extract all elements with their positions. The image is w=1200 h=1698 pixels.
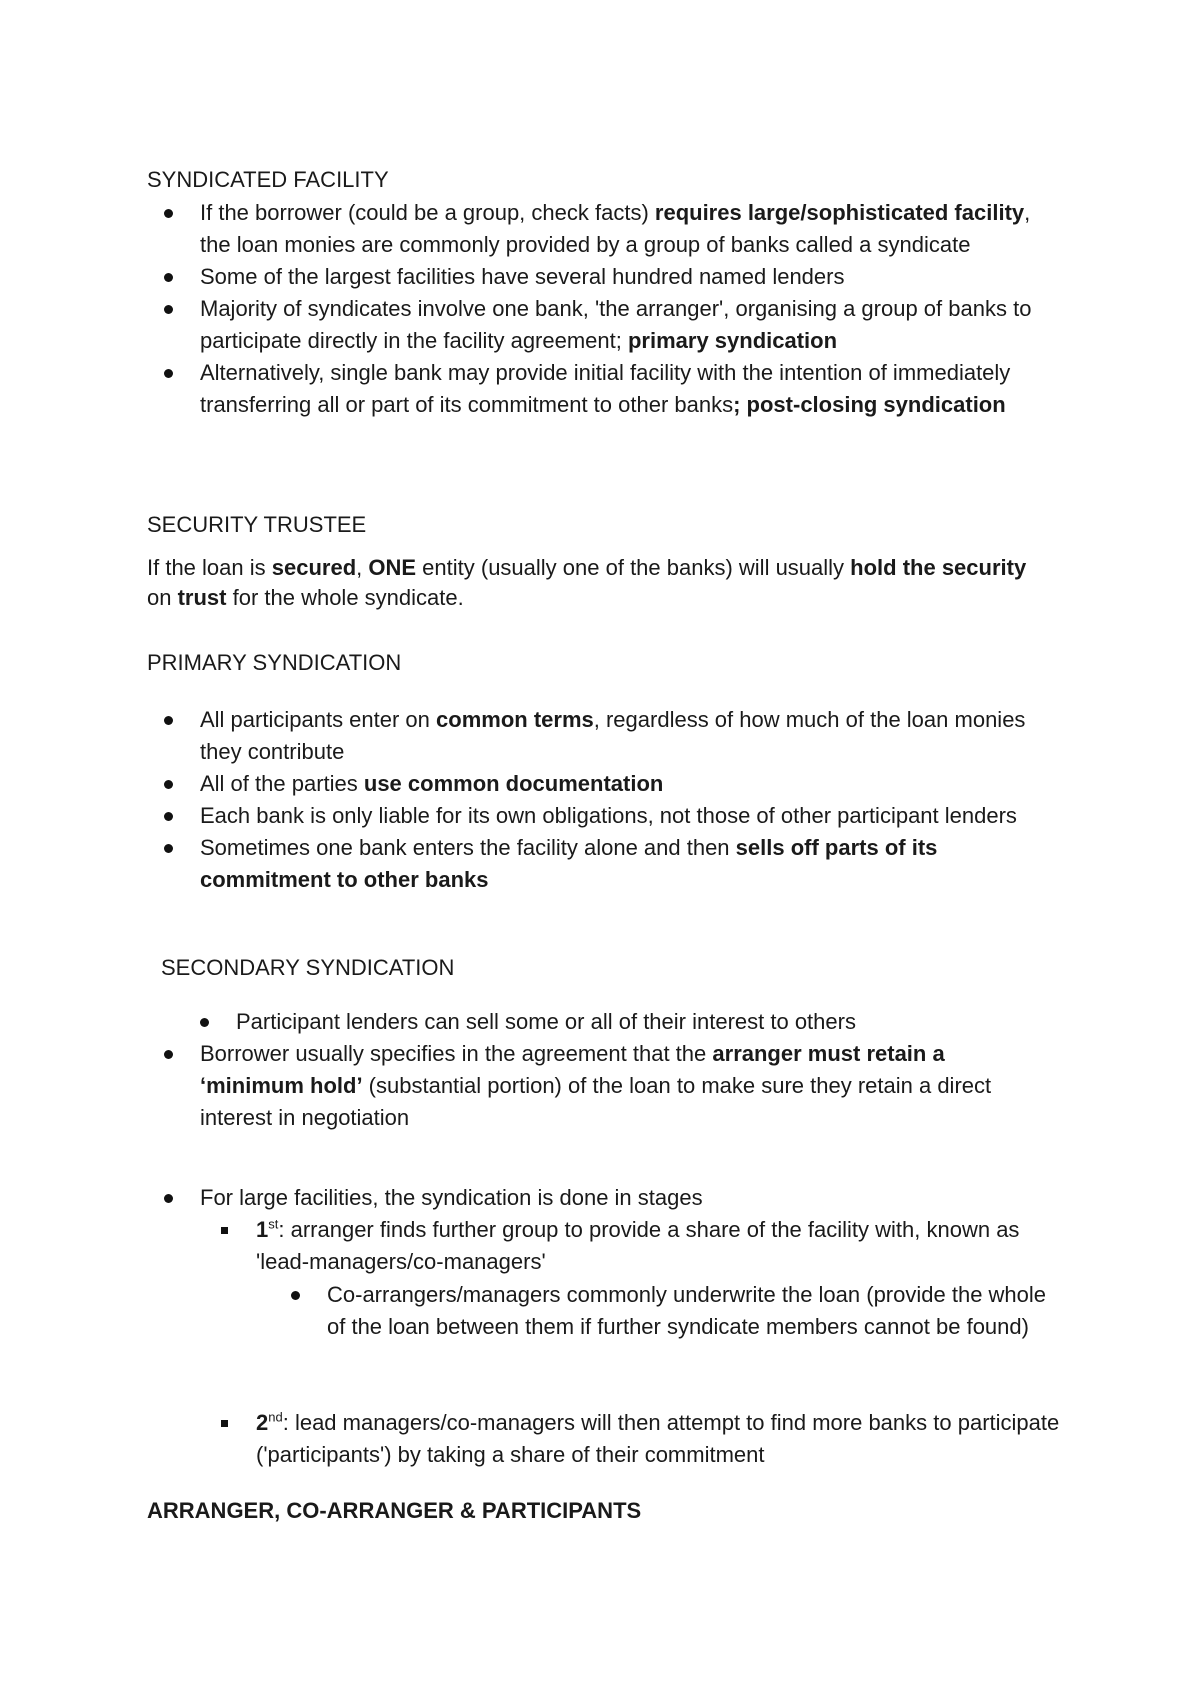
- stages-list: [150, 1182, 1050, 1214]
- heading-syndicated-facility: SYNDICATED FACILITY: [147, 167, 389, 192]
- list-item: For large facilities, the syndication is done in stages: [150, 1182, 1050, 1214]
- heading-security-trustee: SECURITY TRUSTEE: [147, 512, 367, 537]
- secondary-syndication-sublist: [186, 1006, 1046, 1038]
- list-item: Sometimes one bank enters the facility alone and then sells off parts of its commitment to other banks: [150, 832, 1050, 896]
- syndicated-facility-list: [150, 197, 1050, 421]
- primary-syndication-list: [150, 704, 1050, 896]
- list-item: 2nd: lead managers/co-managers will then attempt to find more banks to participate ('participants') by taking a share of their commitment: [206, 1407, 1066, 1471]
- security-trustee-paragraph: If the loan is secured, ONE entity (usually one of the banks) will usually hold the security on trust for the whole syndicate.: [147, 555, 1027, 610]
- list-item: All participants enter on common terms, regardless of how much of the loan monies they contribute: [150, 704, 1050, 768]
- heading-secondary-syndication: SECONDARY SYNDICATION: [161, 955, 455, 980]
- list-item: If the borrower (could be a group, check facts) requires large/sophisticated facility, the loan monies are commonly provided by a group of banks called a syndicate: [150, 197, 1050, 261]
- list-item: Majority of syndicates involve one bank, 'the arranger', organising a group of banks to participate directly in the facility agreement; primary syndication: [150, 293, 1050, 357]
- list-item: Each bank is only liable for its own obligations, not those of other participant lenders: [150, 800, 1050, 832]
- list-item: Co-arrangers/managers commonly underwrite the loan (provide the whole of the loan between them if further syndicate members cannot be found): [277, 1279, 1067, 1343]
- list-item: Borrower usually specifies in the agreement that the arranger must retain a ‘minimum hold’ (substantial portion) of the loan to make sure they retain a direct interest in negotiation: [150, 1038, 1050, 1134]
- list-item: All of the parties use common documentation: [150, 768, 1050, 800]
- secondary-syndication-list: [150, 1038, 1050, 1134]
- list-item: 1st: arranger finds further group to provide a share of the facility with, known as 'lead-managers/co-managers': [206, 1214, 1066, 1278]
- list-item: Some of the largest facilities have several hundred named lenders: [150, 261, 1050, 293]
- heading-arranger-participants: ARRANGER, CO-ARRANGER & PARTICIPANTS: [147, 1498, 642, 1523]
- heading-primary-syndication: PRIMARY SYNDICATION: [147, 650, 402, 675]
- stage-2-list: [206, 1407, 1066, 1471]
- stage-1-sublist: [277, 1279, 1067, 1343]
- stage-1-list: [206, 1214, 1066, 1278]
- list-item: Alternatively, single bank may provide initial facility with the intention of immediately transferring all or part of its commitment to other banks; post-closing syndication: [150, 357, 1050, 421]
- list-item: Participant lenders can sell some or all of their interest to others: [186, 1006, 1046, 1038]
